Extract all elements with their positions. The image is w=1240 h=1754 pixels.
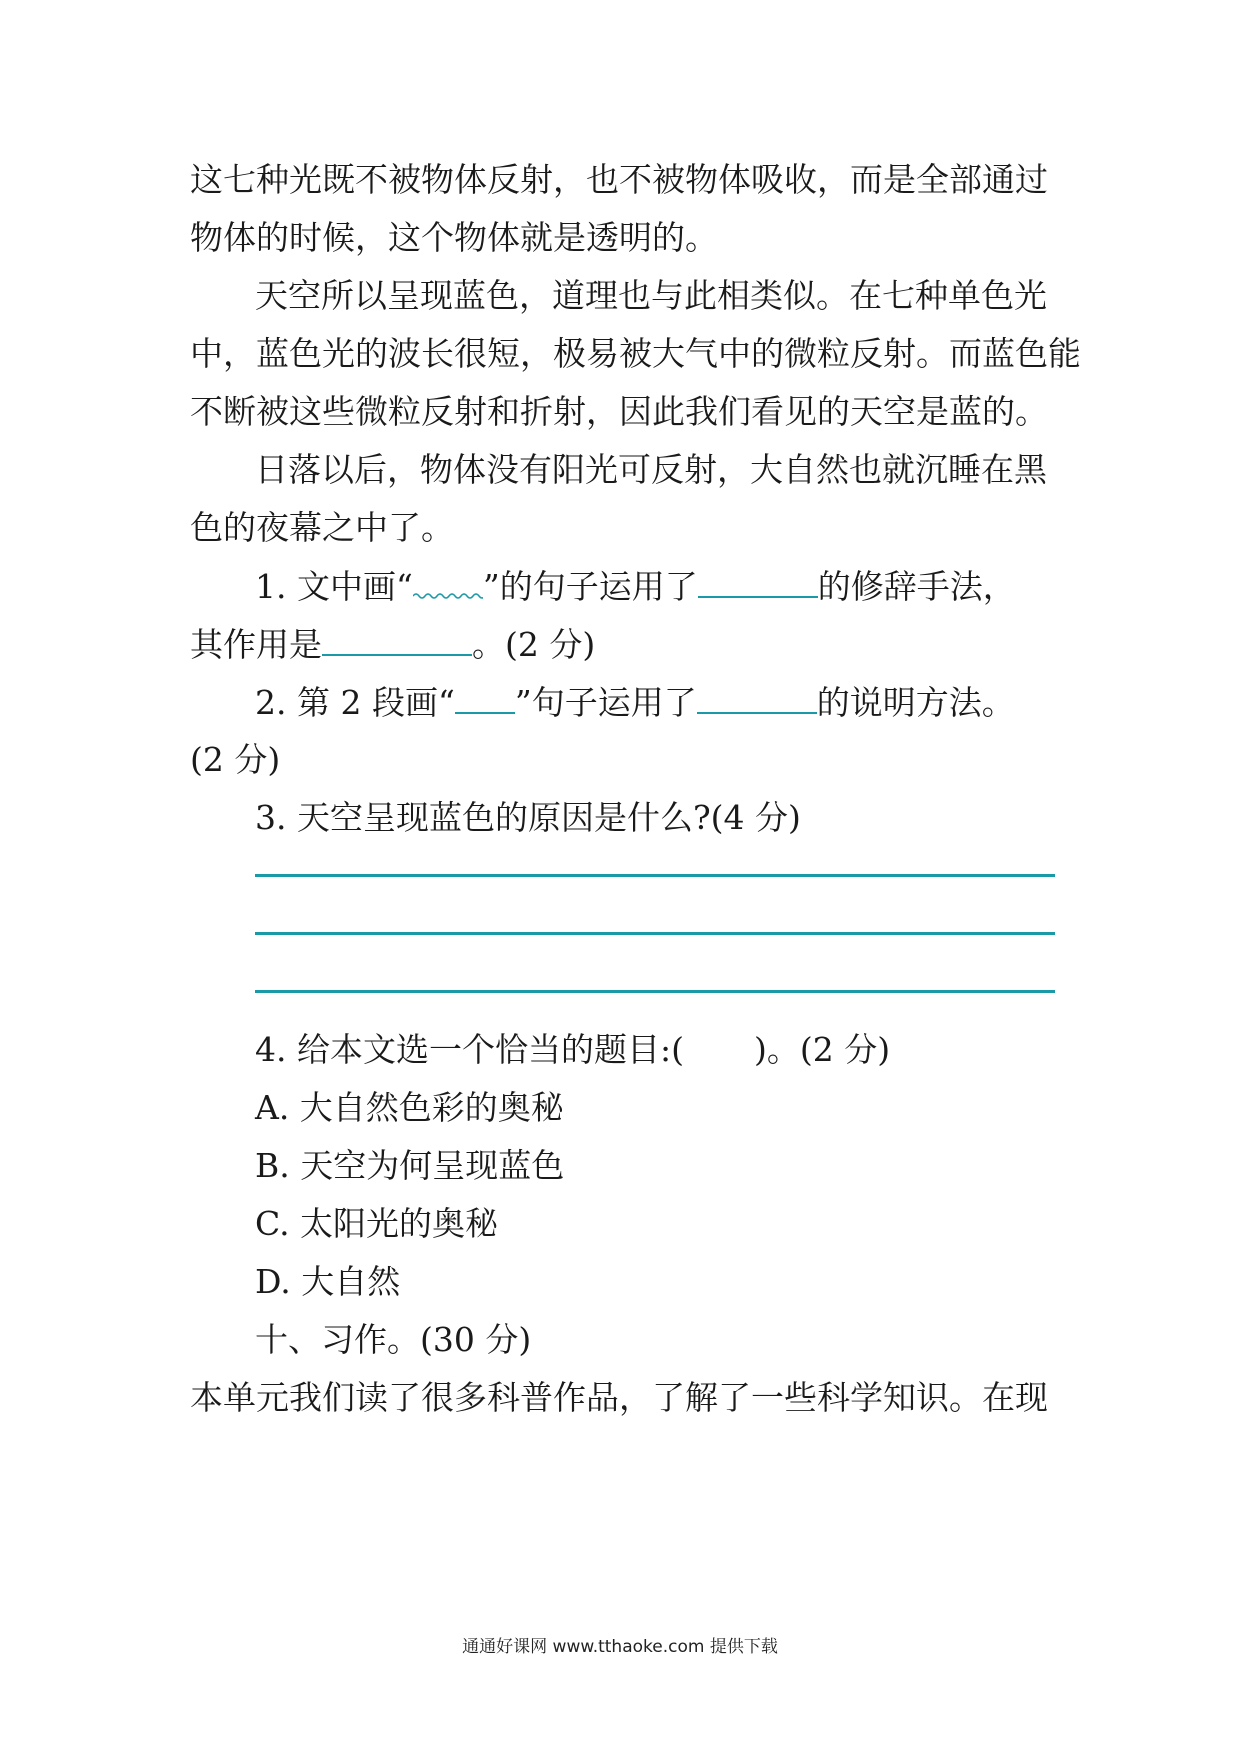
section-prompt-line: 本单元我们读了很多科普作品，了解了一些科学知识。在现 (190, 1378, 1048, 1417)
option-b: B. 天空为何呈现蓝色 (255, 1146, 565, 1185)
wavy-underline-sample (413, 568, 483, 598)
passage-line: 不断被这些微粒反射和折射，因此我们看见的天空是蓝的。 (190, 392, 1048, 431)
question-1-text-c: 的修辞手法， (817, 567, 1016, 606)
question-2-text-a: 2. 第 2 段画“ (255, 683, 455, 722)
question-2-cont: (2 分) (190, 740, 281, 779)
question-1-text-d: 其作用是 (190, 625, 322, 664)
question-3: 3. 天空呈现蓝色的原因是什么?(4 分) (255, 798, 801, 837)
option-c: C. 太阳光的奥秘 (255, 1204, 499, 1243)
answer-blank-rhetoric[interactable] (698, 566, 818, 598)
question-2-text-c: 的说明方法。 (816, 683, 1015, 722)
straight-underline-sample (455, 682, 515, 714)
passage-line: 日落以后，物体没有阳光可反射，大自然也就沉睡在黑 (255, 450, 1047, 489)
passage-line: 物体的时候，这个物体就是透明的。 (190, 218, 718, 257)
option-d: D. 大自然 (255, 1262, 401, 1301)
option-a: A. 大自然色彩的奥秘 (255, 1088, 564, 1127)
passage-line: 中，蓝色光的波长很短，极易被大气中的微粒反射。而蓝色能 (190, 334, 1081, 373)
question-2 (255, 682, 1015, 723)
answer-line-1[interactable] (255, 874, 1055, 877)
section-heading: 十、习作。(30 分) (255, 1320, 532, 1359)
question-1-text-e: 。(2 分) (472, 625, 596, 664)
question-1-text-a: 1. 文中画“ (255, 567, 413, 606)
passage-line: 这七种光既不被物体反射，也不被物体吸收，而是全部通过 (190, 160, 1048, 199)
answer-line-3[interactable] (255, 990, 1055, 993)
question-4-text-a: 4. 给本文选一个恰当的题目:( (255, 1030, 684, 1069)
question-1 (255, 566, 1016, 607)
passage-line: 天空所以呈现蓝色，道理也与此相类似。在七种单色光 (255, 276, 1047, 315)
question-1-cont (190, 624, 595, 665)
question-4-text-b: )。(2 分) (753, 1030, 891, 1069)
footer-text: 通通好课网 www.tthaoke.com 提供下载 (462, 1637, 778, 1657)
question-2-text-b: ”句子运用了 (514, 683, 697, 722)
answer-blank-effect[interactable] (322, 624, 472, 656)
answer-line-2[interactable] (255, 932, 1055, 935)
question-1-text-b: ”的句子运用了 (482, 567, 698, 606)
answer-blank-method[interactable] (697, 682, 817, 714)
passage-line: 色的夜幕之中了。 (190, 508, 454, 547)
question-4 (255, 1030, 890, 1070)
